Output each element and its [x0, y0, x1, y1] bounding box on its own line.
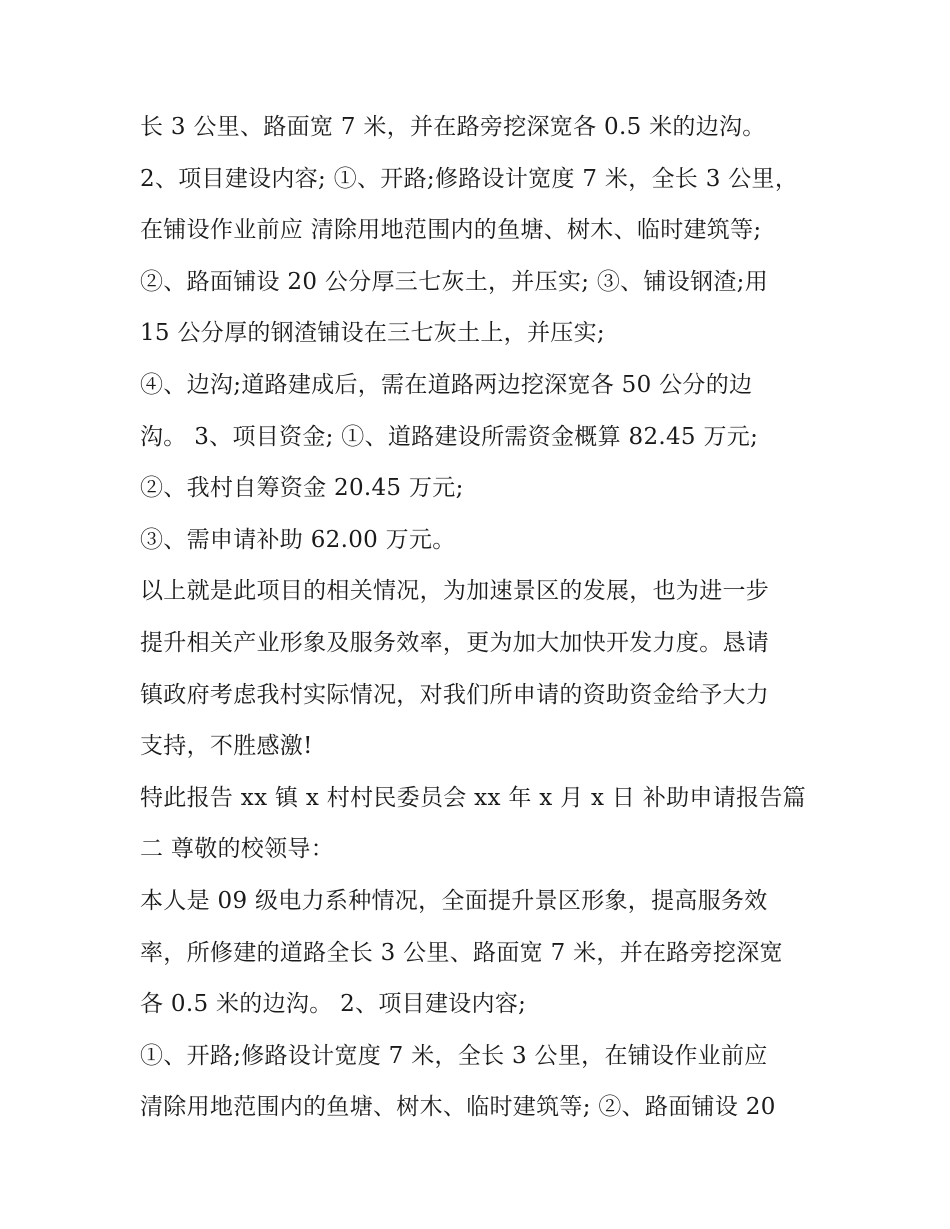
text-line: 镇政府考虑我村实际情况，对我们所申请的资助资金给予大力 [140, 681, 770, 708]
text-line: 以上就是此项目的相关情况，为加速景区的发展，也为进一步 [140, 578, 770, 605]
text-line: ②、路面铺设 20 公分厚三七灰土，并压实; ③、铺设钢渣;用 [140, 268, 768, 295]
text-line: ②、我村自筹资金 20.45 万元; [140, 475, 464, 502]
text-line: 长 3 公里、路面宽 7 米，并在路旁挖深宽各 0.5 米的边沟。 [140, 114, 766, 140]
text-line: ④、边沟;道路建成后，需在道路两边挖深宽各 50 公分的边 [140, 371, 753, 398]
text-line: 沟。 3、项目资金; ①、道路建设所需资金概算 82.45 万元; [140, 423, 759, 450]
text-line: 本人是 09 级电力系种情况，全面提升景区形象，提高服务效 [140, 887, 768, 914]
text-line: 2、项目建设内容; ①、开路;修路设计宽度 7 米，全长 3 公里， [140, 165, 799, 192]
text-line: 支持，不胜感激! [140, 733, 313, 760]
text-line: 率，所修建的道路全长 3 公里、路面宽 7 米，并在路旁挖深宽 [140, 939, 783, 966]
text-line: 提升相关产业形象及服务效率，更为加大加快开发力度。恳请 [140, 629, 770, 656]
text-line: ③、需申请补助 62.00 万元。 [140, 526, 456, 553]
text-line: 15 公分厚的钢渣铺设在三七灰土上，并压实; [140, 320, 605, 347]
text-line: 在铺设作业前应 清除用地范围内的鱼塘、树木、临时建筑等; [140, 217, 762, 244]
text-line: 清除用地范围内的鱼塘、树木、临时建筑等; ②、路面铺设 20 [140, 1094, 776, 1121]
text-line: 各 0.5 米的边沟。 2、项目建设内容; [140, 991, 527, 1018]
text-line: 特此报告 xx 镇 x 村村民委员会 xx 年 x 月 x 日 补助申请报告篇 [140, 784, 806, 811]
document-body [140, 102, 830, 1134]
text-line: ①、开路;修路设计宽度 7 米，全长 3 公里，在铺设作业前应 [140, 1042, 768, 1069]
text-line: 二 尊敬的校领导： [140, 836, 335, 863]
